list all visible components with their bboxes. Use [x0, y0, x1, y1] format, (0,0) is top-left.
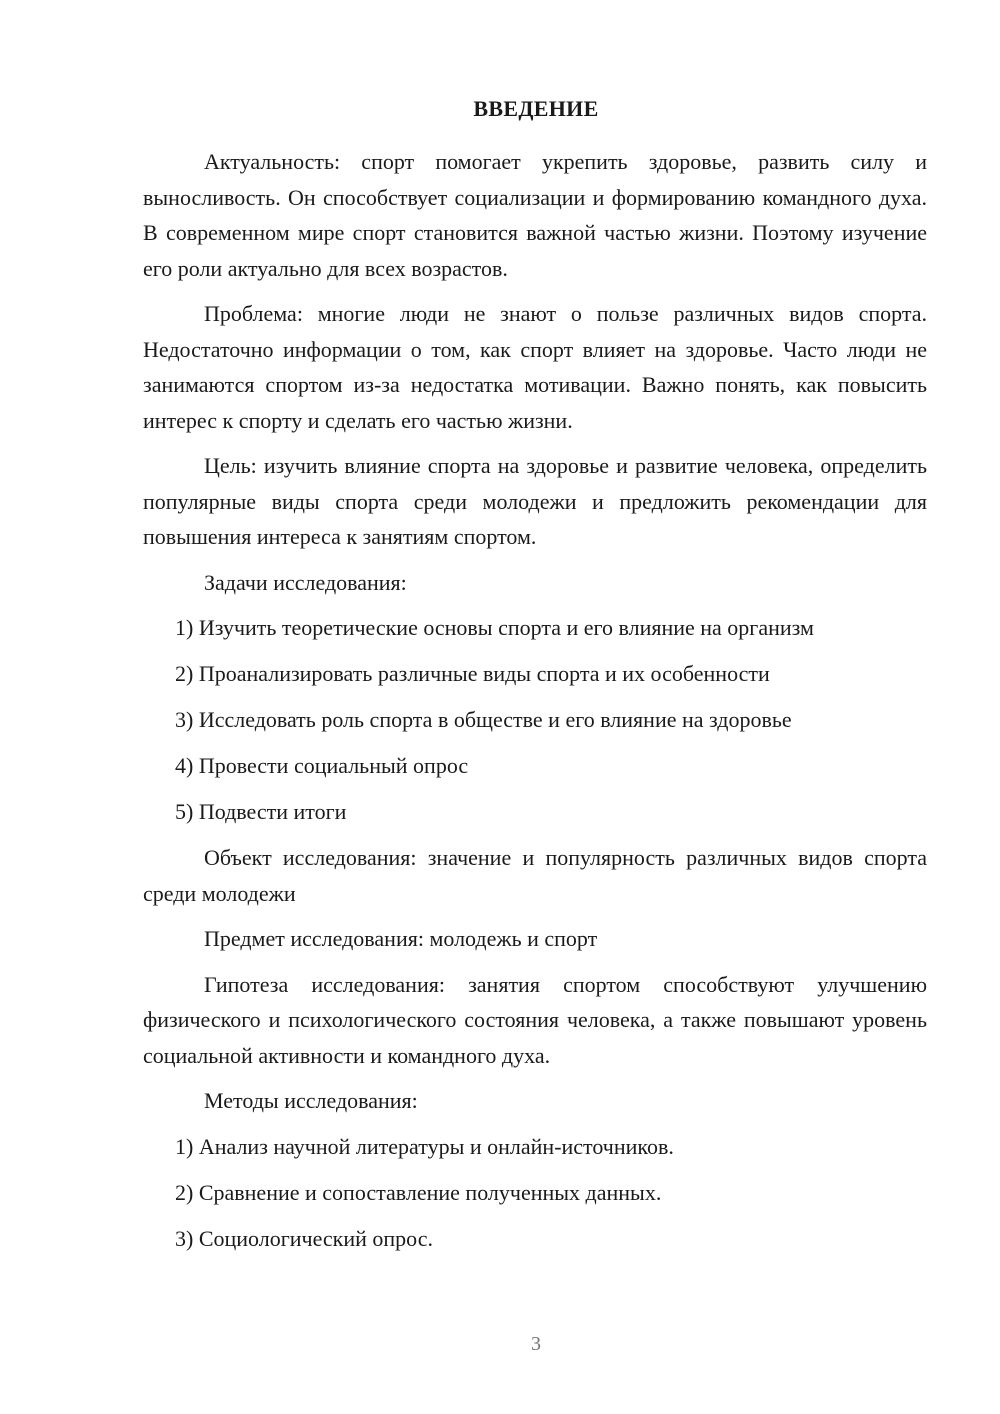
list-item: 3) Исследовать роль спорта в обществе и его влияние на здоровье — [175, 707, 792, 732]
list-item: 1) Изучить теоретические основы спорта и его влияние на организм — [175, 615, 814, 640]
hypothesis-paragraph: Гипотеза исследования: занятия спортом способствуют улучшению физического и психологического состояния человека, а также повышают уровень социальной активности и командного духа. — [143, 971, 927, 1068]
list-item: 5) Подвести итоги — [175, 799, 347, 824]
document-body — [143, 144, 927, 1267]
goal-paragraph: Цель: изучить влияние спорта на здоровье и развитие человека, определить популярные виды спорта среди молодежи и предложить рекомендации для повышения интереса к занятиям спортом. — [143, 453, 927, 549]
list-item: 2) Сравнение и сопоставление полученных данных. — [175, 1179, 662, 1205]
relevance-paragraph: Актуальность: спорт помогает укрепить здоровье, развить силу и выносливость. Он способствует социализации и формированию командного духа. В современном мире спорт становится важной частью жизни. Поэтому изучение его роли актуально для всех возрастов. — [143, 149, 927, 281]
list-item: 2) Проанализировать различные виды спорта и их особенности — [175, 661, 770, 686]
subject-paragraph: Предмет исследования: молодежь и спорт — [204, 926, 598, 951]
list-item: 3) Социологический опрос. — [175, 1225, 433, 1251]
tasks-list — [143, 610, 927, 830]
methods-title: Методы исследования: — [204, 1088, 418, 1113]
page-number: 3 — [531, 1333, 541, 1355]
object-paragraph: Объект исследования: значение и популярность различных видов спорта среди молодежи — [143, 845, 927, 906]
list-item: 1) Анализ научной литературы и онлайн-источников. — [175, 1133, 674, 1159]
methods-list — [143, 1129, 927, 1257]
problem-paragraph: Проблема: многие люди не знают о пользе различных видов спорта. Недостаточно информации о том, как спорт влияет на здоровье. Часто люди не занимаются спортом из-за недостатка мотивации. Важно понять, как повысить интерес к спорту и сделать его частью жизни. — [143, 301, 927, 433]
list-item: 4) Провести социальный опрос — [175, 753, 469, 778]
page-title: ВВЕДЕНИЕ — [473, 96, 599, 121]
tasks-title: Задачи исследования: — [204, 569, 407, 595]
